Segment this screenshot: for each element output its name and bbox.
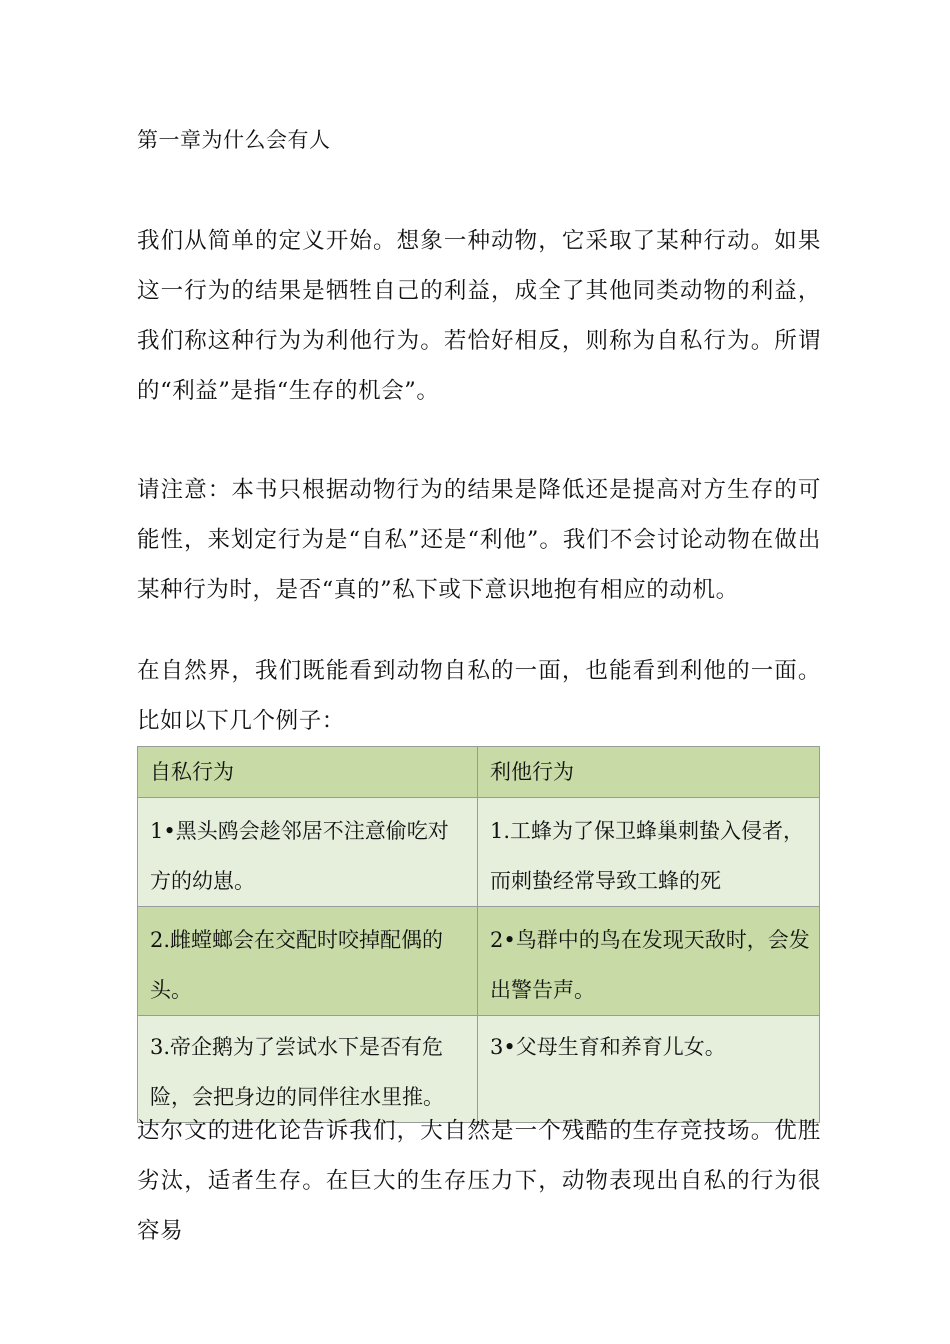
table-cell [138,907,478,1016]
cell-text: 1.工蜂为了保卫蜂巢刺蛰入侵者，而刺蛰经常导致工蜂的死 [490,819,805,893]
table-row [138,907,820,1016]
table-row [138,798,820,907]
table-cell [478,798,820,907]
cell-text: 2.雌螳螂会在交配时咬掉配偶的头。 [150,928,444,1002]
cell-text: 3.帝企鹅为了尝试水下是否有危险，会把身边的同伴往水里推。 [150,1035,444,1109]
header-selfish: 自私行为 [138,747,478,798]
table-cell [478,907,820,1016]
paragraph-note: 请注意：本书只根据动物行为的结果是降低还是提高对方生存的可能性，来划定行为是“自私”还是“利他”。我们不会讨论动物在做出某种行为时，是否“真的”私下或下意识地抱有相应的动机。 [137,477,821,603]
behavior-table [137,746,820,1123]
paragraph-definition: 我们从简单的定义开始。想象一种动物，它采取了某种行动。如果这一行为的结果是牺牲自己的利益，成全了其他同类动物的利益，我们称这种行为为利他行为。若恰好相反，则称为自私行为。所谓的“利益”是指“生存的机会”。 [137,228,821,404]
paragraph-examples-intro: 在自然界，我们既能看到动物自私的一面，也能看到利他的一面。比如以下几个例子： [137,658,821,734]
table-cell [138,798,478,907]
table-header-row [138,747,820,798]
chapter-heading: 第一章为什么会有人 [137,128,331,152]
cell-text: 1•黑头鸥会趁邻居不注意偷吃对方的幼崽。 [150,819,449,893]
paragraph-darwin: 达尔文的进化论告诉我们，大自然是一个残酷的生存竞技场。优胜劣汰，适者生存。在巨大的生存压力下，动物表现出自私的行为很容易 [137,1118,821,1244]
cell-text: 3•父母生育和养育儿女。 [490,1035,726,1059]
cell-text: 2•鸟群中的鸟在发现天敌时，会发出警告声。 [490,928,810,1002]
header-altruistic: 利他行为 [478,747,820,798]
